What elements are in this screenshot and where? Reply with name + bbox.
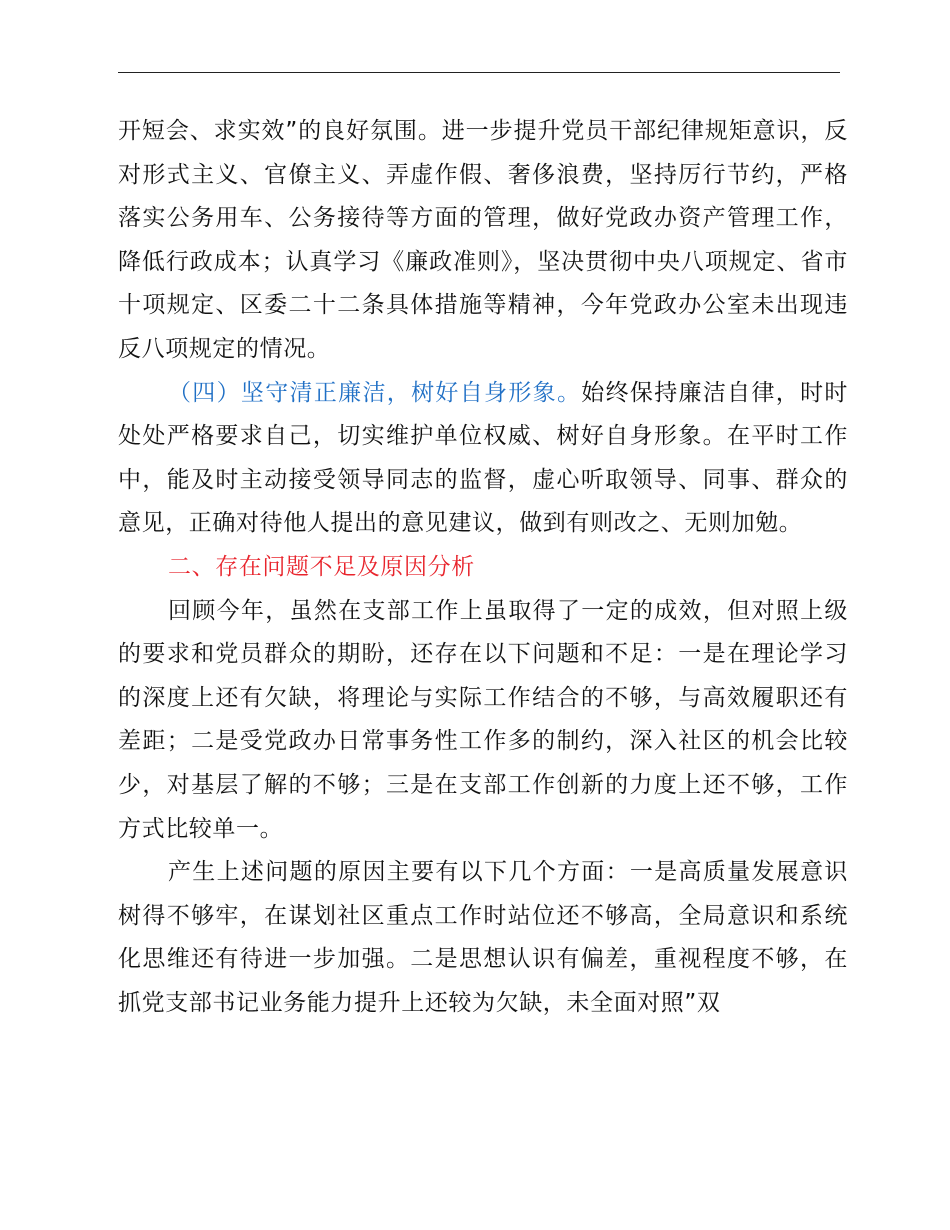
section-4-heading: （四）坚守清正廉洁，树好自身形象。: [168, 379, 582, 406]
paragraph-causes: 产生上述问题的原因主要有以下几个方面：一是高质量发展意识树得不够牢，在谋划社区重点工作时站位还不够高，全局意识和系统化思维还有待进一步加强。二是思想认识有偏差，重视程度不够，在抓党支部书记业务能力提升上还较为欠缺，未全面对照”双: [118, 859, 848, 1016]
paragraph-continuation: 开短会、求实效”的良好氛围。进一步提升党员干部纪律规矩意识，反对形式主义、官僚主义、弄虚作假、奢侈浪费，坚持厉行节约，严格落实公务用车、公务接待等方面的管理，做好党政办资产管理工作，降低行政成本；认真学习《廉政准则》，坚决贯彻中央八项规定、省市十项规定、区委二十二条具体措施等精神，今年党政办公室未出现违反八项规定的情况。: [118, 118, 848, 362]
paragraph-review: 回顾今年，虽然在支部工作上虽取得了一定的成效，但对照上级的要求和党员群众的期盼，还存在以下问题和不足：一是在理论学习的深度上还有欠缺，将理论与实际工作结合的不够，与高效履职还有差距；二是受党政办日常事务性工作多的制约，深入社区的机会比较少，对基层了解的不够；三是在支部工作创新的力度上还不够，工作方式比较单一。: [118, 597, 848, 842]
header-rule: [118, 72, 840, 73]
paragraph-section-4: [118, 372, 848, 546]
section-2-heading: 二、存在问题不足及原因分析: [168, 553, 475, 580]
document-body: [118, 110, 848, 1025]
section-4-body: 始终保持廉洁自律，时时处处严格要求自己，切实维护单位权威、树好自身形象。在平时工作中，能及时主动接受领导同志的监督，虚心听取领导、同事、群众的意见，正确对待他人提出的意见建议，做到有则改之、无则加勉。: [118, 379, 848, 537]
